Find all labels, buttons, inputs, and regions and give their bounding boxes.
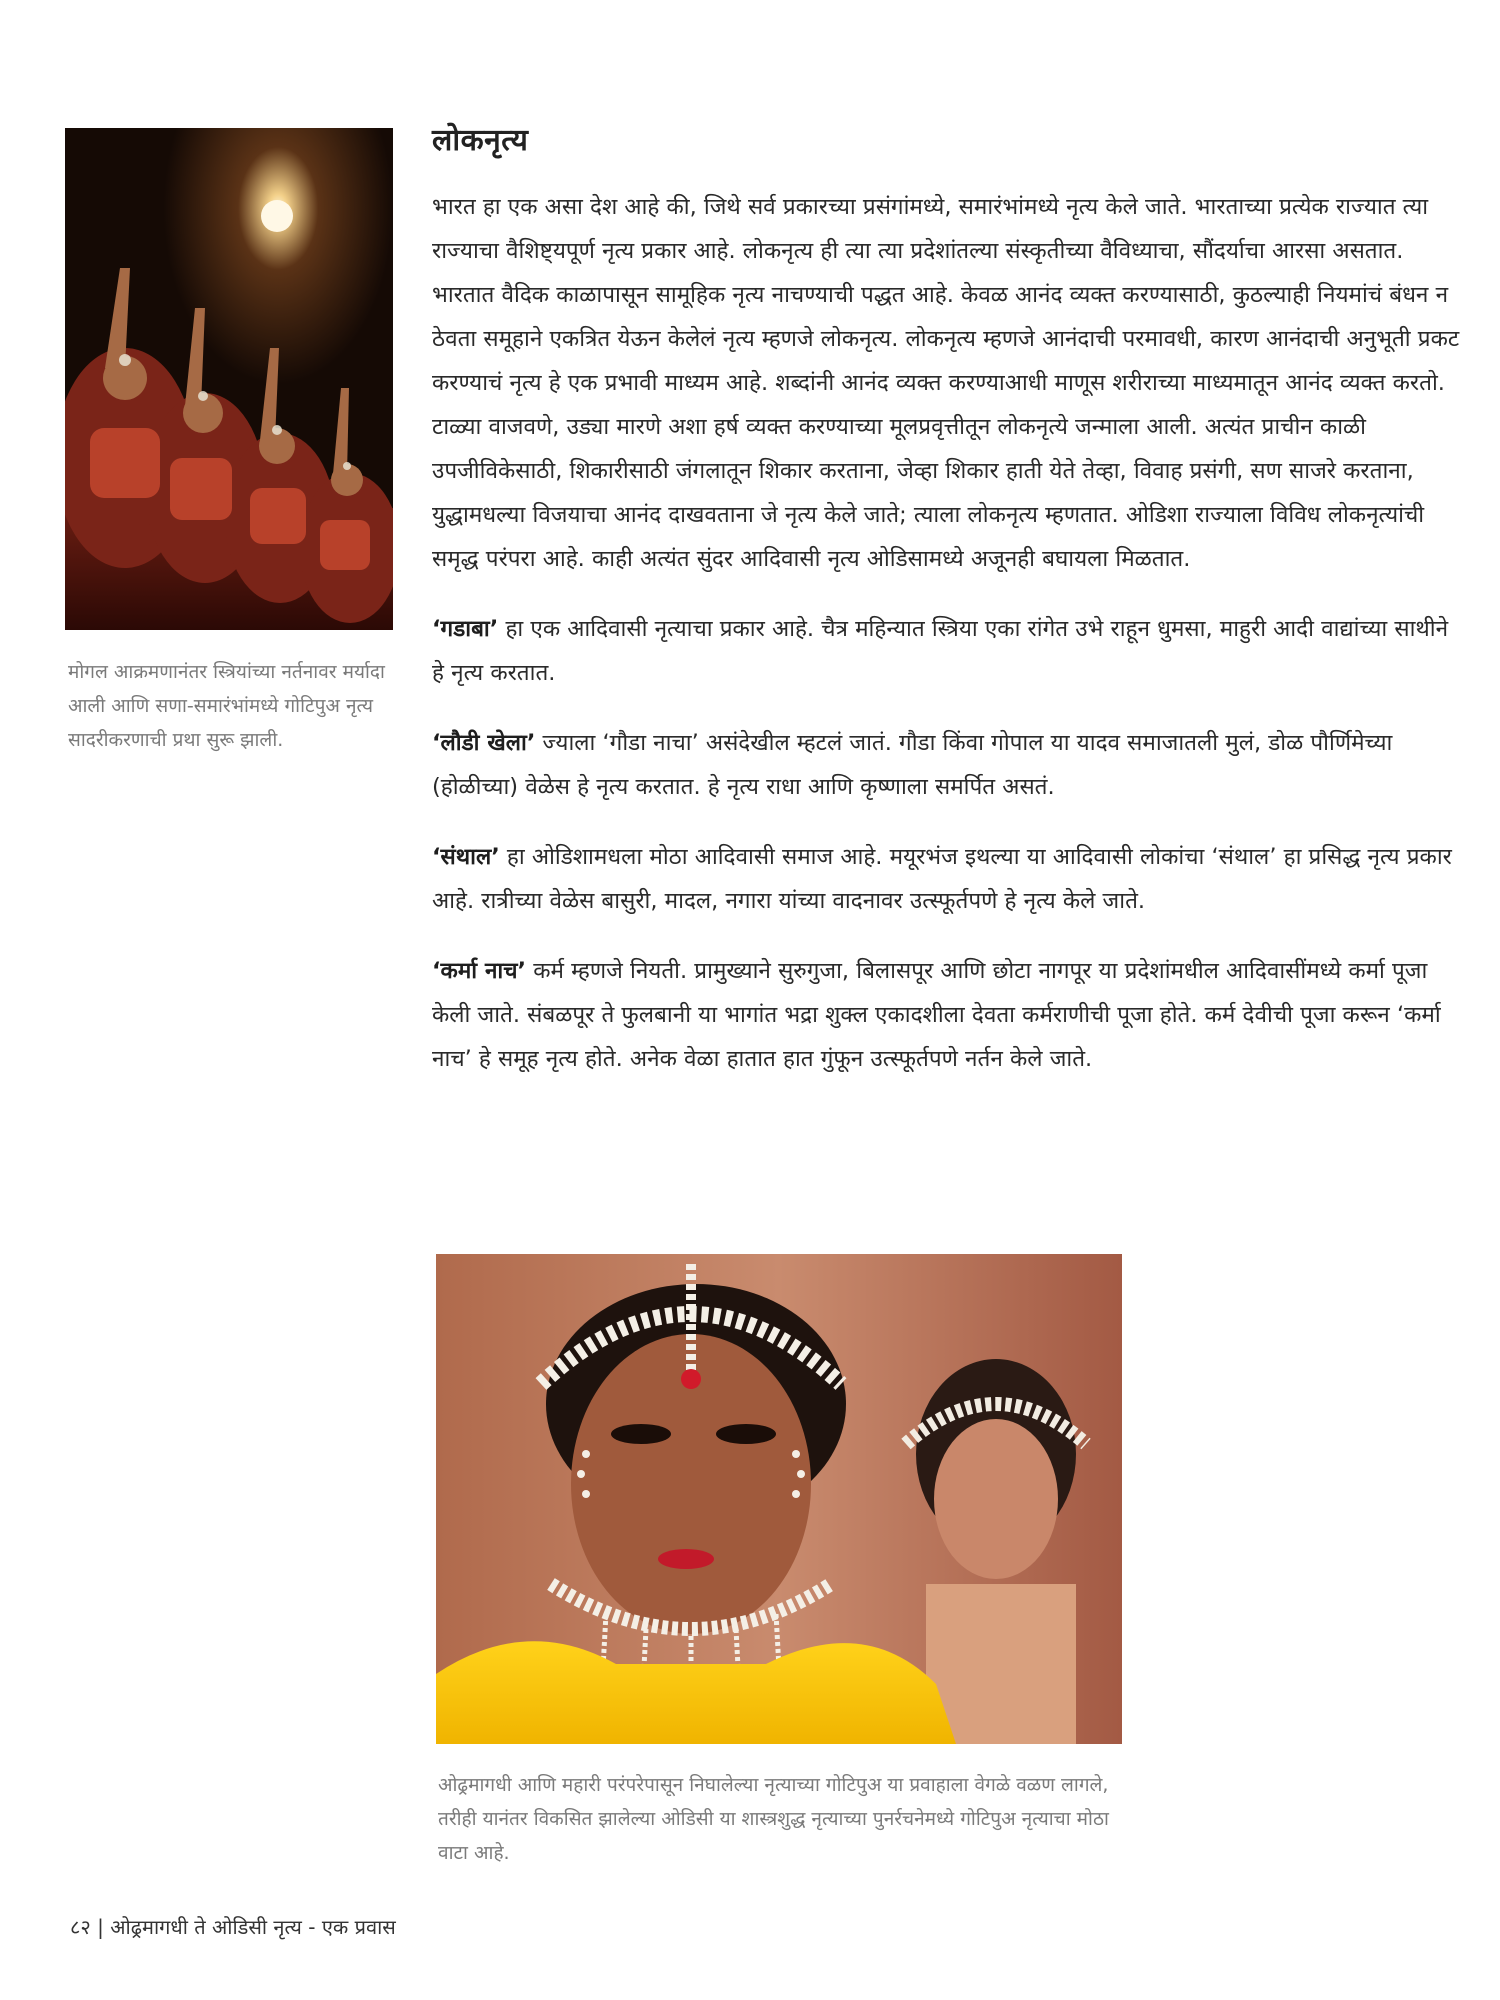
dance-name: ‘कर्मा नाच’ bbox=[432, 958, 527, 984]
dance-paragraph-laudi-khela bbox=[432, 721, 1467, 809]
gotipua-closeup-photo bbox=[436, 1254, 1122, 1744]
intro-paragraph: भारत हा एक असा देश आहे की, जिथे सर्व प्रकारच्या प्रसंगांमध्ये, समारंभांमध्ये नृत्य केले जाते. भारताच्या प्रत्येक राज्यात त्या राज्याचा वैशिष्ट्यपूर्ण नृत्य प्रकार आहे. लोकनृत्य ही त्या त्या प्रदेशांतल्या संस्कृतीच्या वैविध्याचा, सौंदर्याचा आरसा असतात. भारतात वैदिक काळापासून सामूहिक नृत्य नाचण्याची पद्धत आहे. केवळ आनंद व्यक्त करण्यासाठी, कुठल्याही नियमांचं बंधन न ठेवता समूहाने एकत्रित येऊन केलेलं नृत्य म्हणजे लोकनृत्य. लोकनृत्य म्हणजे आनंदाची परमावधी, कारण आनंदाची अनुभूती प्रकट करण्याचं नृत्य हे एक प्रभावी माध्यम आहे. शब्दांनी आनंद व्यक्त करण्याआधी माणूस शरीराच्या माध्यमातून आनंद व्यक्त करतो. टाळ्या वाजवणे, उड्या मारणे अशा हर्ष व्यक्त करण्याच्या मूलप्रवृत्तीतून लोकनृत्ये जन्माला आली. अत्यंत प्राचीन काळी उपजीविकेसाठी, शिकारीसाठी जंगलातून शिकार करताना, जेव्हा शिकार हाती येते तेव्हा, विवाह प्रसंगी, सण साजरे करताना, युद्धामधल्या विजयाचा आनंद दाखवताना जे नृत्य केले जाते; त्याला लोकनृत्य म्हणतात. ओडिशा राज्याला विविध लोकनृत्यांची समृद्ध परंपरा आहे. काही अत्यंत सुंदर आदिवासी नृत्य ओडिसामध्ये अजूनही बघायला मिळतात. bbox=[432, 194, 1460, 572]
dance-description: ज्याला ‘गौडा नाचा’ असंदेखील म्हटलं जातं. गौडा किंवा गोपाल या यादव समाजातली मुलं, डोळ पौर्णिमेच्या (होळीच्या) वेळेस हे नृत्य करतात. हे नृत्य राधा आणि कृष्णाला समर्पित असतं. bbox=[432, 730, 1393, 800]
dance-paragraph-karma-nach bbox=[432, 949, 1467, 1081]
dance-description: हा एक आदिवासी नृत्याचा प्रकार आहे. चैत्र महिन्यात स्त्रिया एका रांगेत उभे राहून धुमसा, माहुरी आदी वाद्यांच्या साथीने हे नृत्य करतात. bbox=[432, 616, 1449, 686]
page-number: ८२ bbox=[70, 1915, 91, 1939]
gotipua-dancers-photo bbox=[65, 128, 393, 630]
book-title: ओढ्रमागधी ते ओडिसी नृत्य - एक प्रवास bbox=[110, 1915, 396, 1939]
dance-description: कर्म म्हणजे नियती. प्रामुख्याने सुरुगुजा, बिलासपूर आणि छोटा नागपूर या प्रदेशांमधील आदिवासींमध्ये कर्मा पूजा केली जाते. संबळपूर ते फुलबानी या भागांत भद्रा शुक्ल एकादशीला देवता कर्मराणीची पूजा होते. कर्म देवीची पूजा करून ‘कर्मा नाच’ हे समूह नृत्य होते. अनेक वेळा हातात हात गुंफून उत्स्फूर्तपणे नर्तन केले जाते. bbox=[432, 958, 1441, 1072]
dance-description: हा ओडिशामधला मोठा आदिवासी समाज आहे. मयूरभंज इथल्या या आदिवासी लोकांचा ‘संथाल’ हा प्रसिद्ध नृत्य प्रकार आहे. रात्रीच्या वेळेस बासुरी, मादल, नगारा यांच्या वादनावर उत्स्फूर्तपणे हे नृत्य केले जाते. bbox=[432, 844, 1452, 914]
top-photo-caption: मोगल आक्रमणानंतर स्त्रियांच्या नर्तनावर मर्यादा आली आणि सणा-समारंभांमध्ये गोटिपुअ नृत्य सादरीकरणाची प्रथा सुरू झाली. bbox=[68, 661, 385, 751]
dance-paragraph-santhal bbox=[432, 835, 1467, 923]
bottom-photo-caption: ओढ्रमागधी आणि महारी परंपरेपासून निघालेल्या नृत्याच्या गोटिपुअ या प्रवाहाला वेगळे वळण लागले, तरीही यानंतर विकसित झालेल्या ओडिसी या शास्त्रशुद्ध नृत्याच्या पुनर्रचनेमध्ये गोटिपुअ नृत्याचा मोठा वाटा आहे. bbox=[438, 1774, 1109, 1864]
dance-name: ‘गडाबा’ bbox=[432, 616, 499, 642]
dance-name: ‘संथाल’ bbox=[432, 844, 500, 870]
article bbox=[432, 118, 1467, 1107]
section-heading: लोकनृत्य bbox=[432, 123, 529, 158]
dance-paragraph-gadaba bbox=[432, 607, 1467, 695]
page-footer bbox=[70, 1913, 396, 1940]
dance-name: ‘लौडी खेला’ bbox=[432, 730, 536, 756]
footer-separator: | bbox=[97, 1915, 104, 1939]
